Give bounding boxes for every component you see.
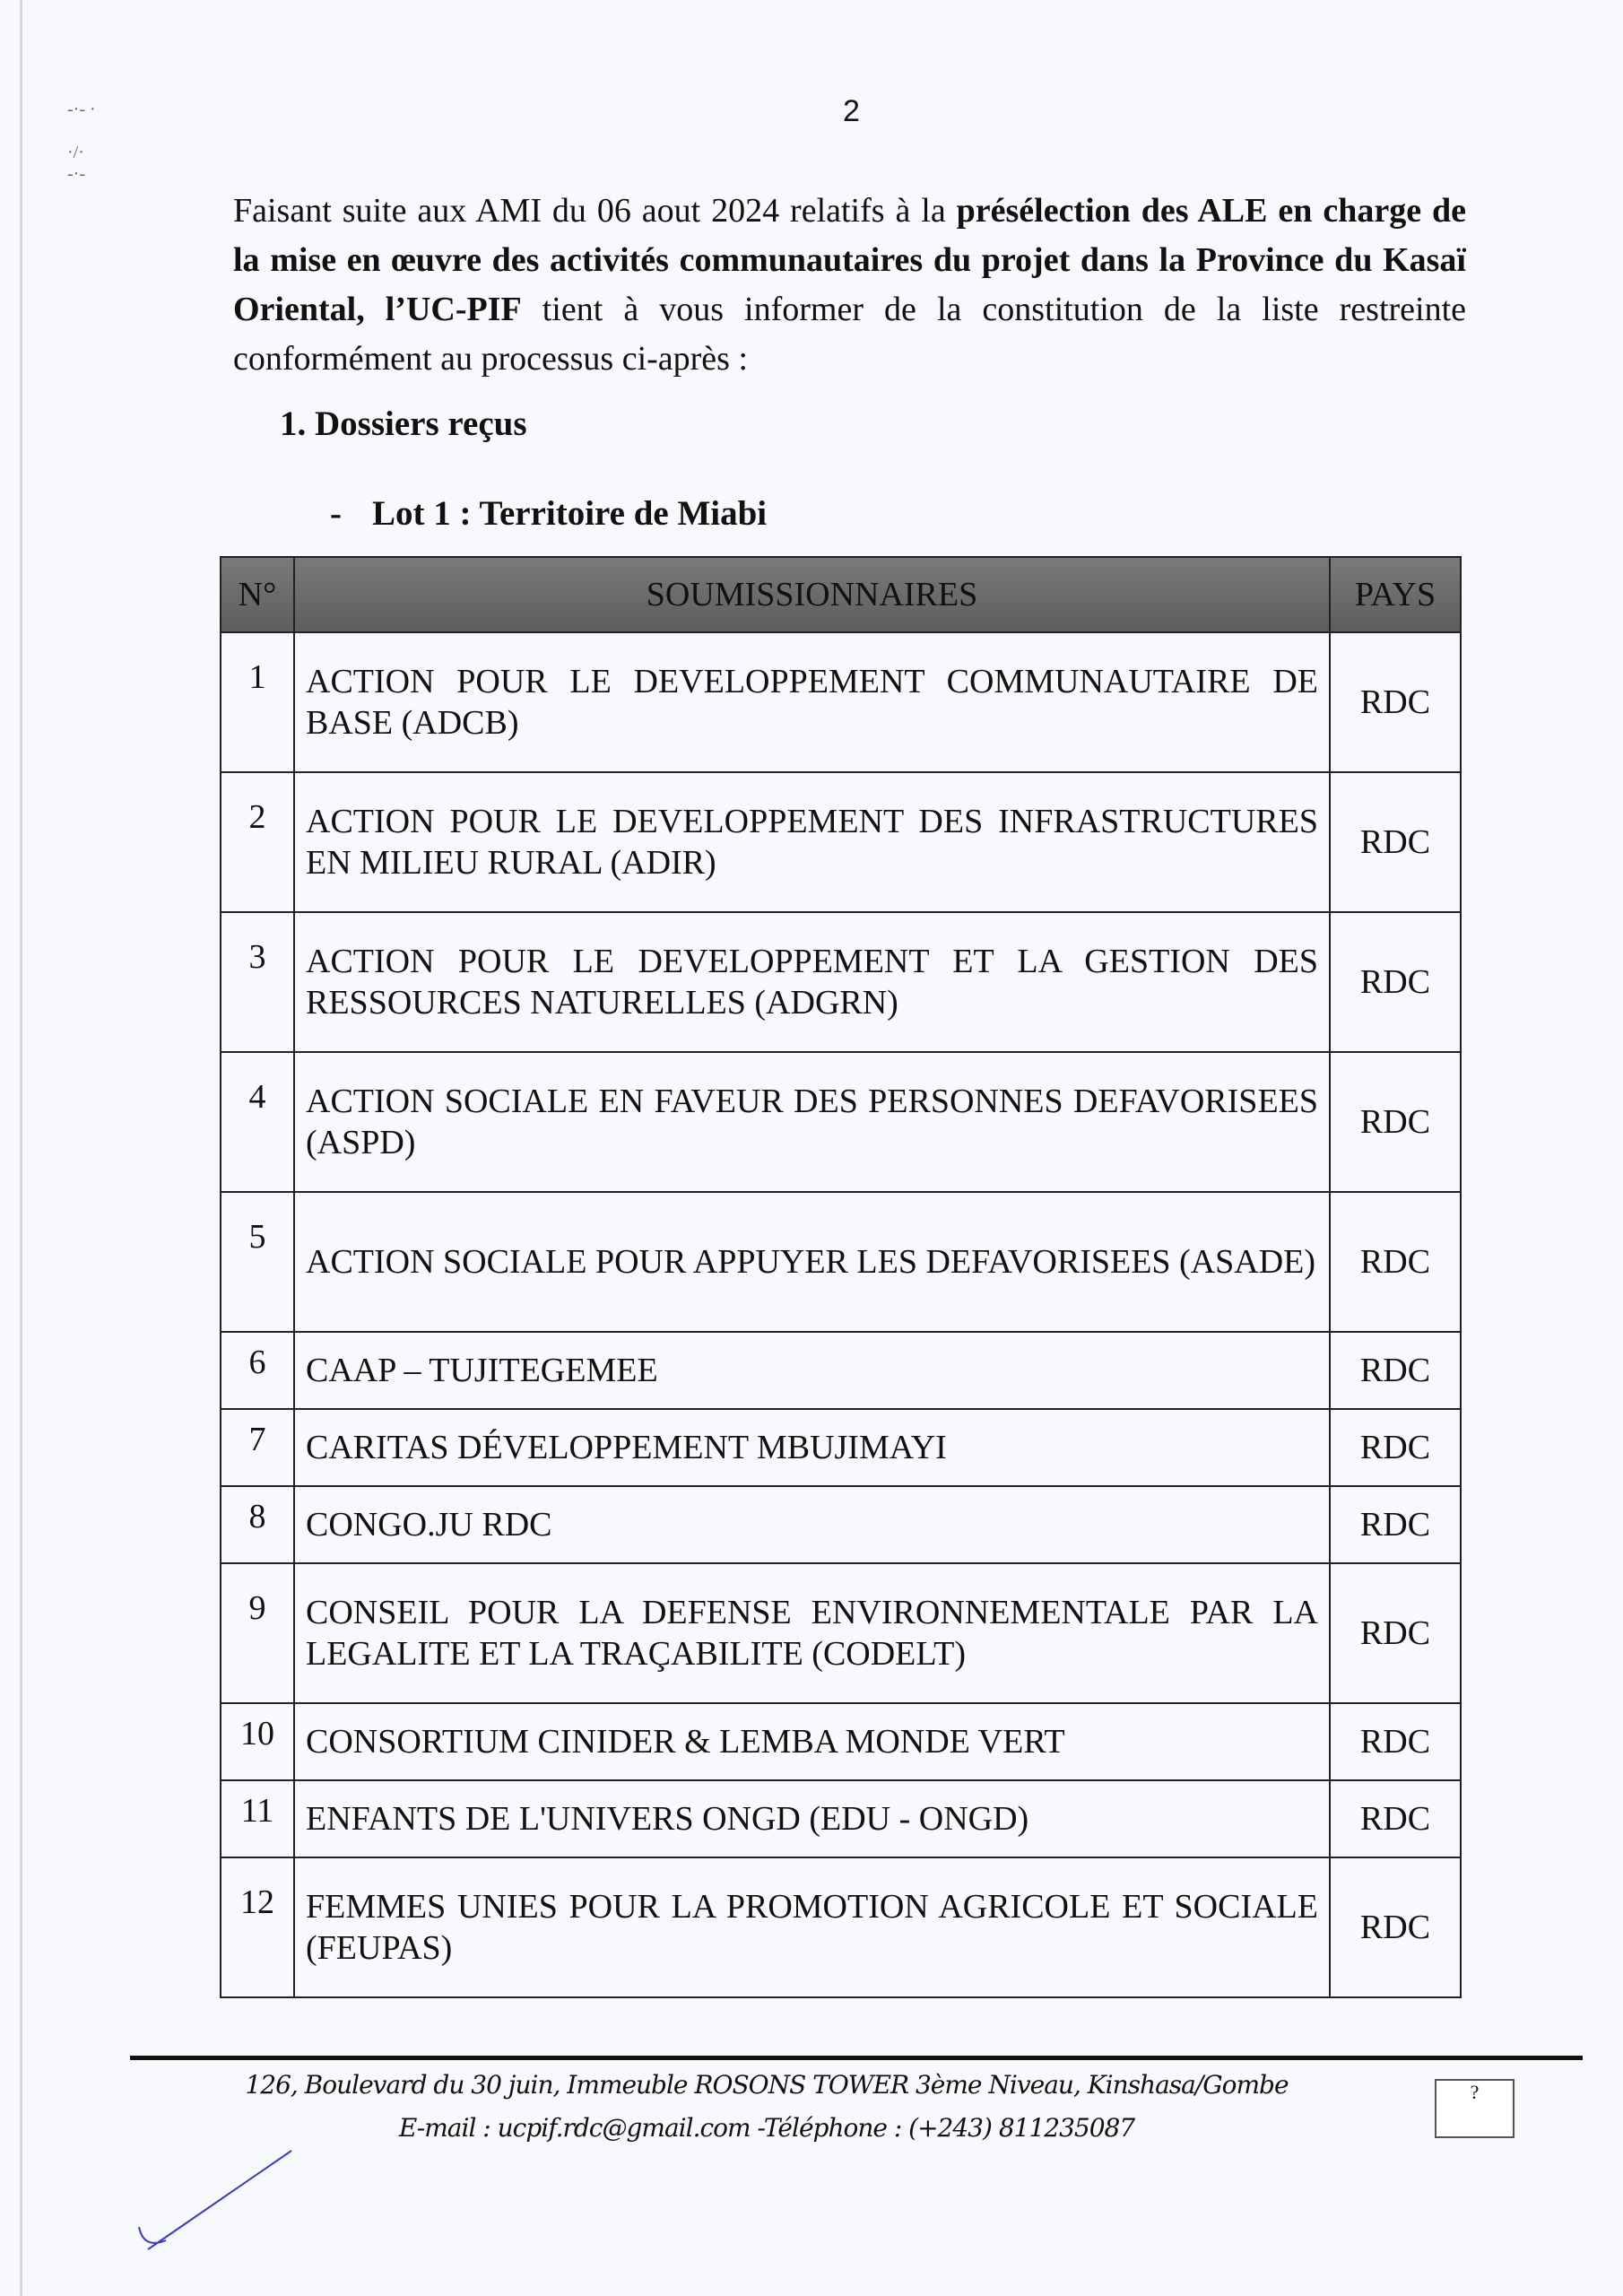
bidder-name: CONSEIL POUR LA DEFENSE ENVIRONNEMENTALE PAR LA LEGALITE ET LA TRAÇABILITE (CODELT) — [294, 1563, 1330, 1703]
row-country: RDC — [1330, 1192, 1461, 1332]
lot-label: Lot 1 : Territoire de Miabi — [372, 494, 768, 533]
table-row — [221, 1332, 1461, 1409]
intro-text-1: Faisant suite aux AMI du 06 aout 2024 relatifs à la — [233, 192, 957, 230]
footer-address: 126, Boulevard du 30 juin, Immeuble ROSONS TOWER 3ème Niveau, Kinshasa/Gombe — [245, 2070, 1289, 2100]
table-header-row — [221, 557, 1461, 632]
row-country: RDC — [1330, 1052, 1461, 1192]
table-row — [221, 1486, 1461, 1563]
row-country: RDC — [1330, 912, 1461, 1052]
row-number: 5 — [221, 1192, 294, 1332]
lot-heading — [330, 491, 1466, 536]
row-country: RDC — [1330, 1703, 1461, 1780]
section-heading: 1. Dossiers reçus — [280, 404, 527, 443]
row-number: 10 — [221, 1703, 294, 1780]
table-row — [221, 1857, 1461, 1997]
row-country: RDC — [1330, 1409, 1461, 1486]
table-row — [221, 772, 1461, 912]
bidder-name: ACTION SOCIALE POUR APPUYER LES DEFAVORISEES (ASADE) — [294, 1192, 1330, 1332]
footer — [130, 2043, 1583, 2146]
row-country: RDC — [1330, 1780, 1461, 1857]
header-country: PAYS — [1330, 557, 1461, 632]
row-country: RDC — [1330, 632, 1461, 772]
table-row — [221, 1563, 1461, 1703]
row-number: 2 — [221, 772, 294, 912]
signature-mark — [130, 2142, 309, 2267]
table-row — [221, 1780, 1461, 1857]
table-row — [221, 1409, 1461, 1486]
bidder-name: ACTION POUR LE DEVELOPPEMENT COMMUNAUTAIRE DE BASE (ADCB) — [294, 632, 1330, 772]
scan-marks: -·- · ·/· -·- — [67, 100, 96, 184]
bidders-table — [220, 556, 1462, 1998]
intro-text-2: tient à vous informer de la constitution de la liste restreinte conformément au processus ci-après : — [233, 291, 1467, 378]
intro-bold: présélection des ALE en charge de la mise en œuvre des activités communautaires du projet dans la Province du Kasaï Oriental, l’UC-PIF — [233, 192, 1466, 328]
intro-paragraph — [233, 187, 1466, 384]
bidder-name: ACTION POUR LE DEVELOPPEMENT DES INFRASTRUCTURES EN MILIEU RURAL (ADIR) — [294, 772, 1330, 912]
scan-edge — [20, 0, 22, 2296]
row-number: 9 — [221, 1563, 294, 1703]
table-row — [221, 912, 1461, 1052]
row-country: RDC — [1330, 1332, 1461, 1409]
page-sticker: ? — [1435, 2079, 1515, 2138]
bidder-name: CARITAS DÉVELOPPEMENT MBUJIMAYI — [294, 1409, 1330, 1486]
table-row — [221, 632, 1461, 772]
table-row — [221, 1703, 1461, 1780]
footer-contact: E-mail : ucpif.rdc@gmail.com -Téléphone : (+243) 811235087 — [398, 2113, 1135, 2143]
page-number: 2 — [843, 94, 860, 128]
header-num: N° — [221, 557, 294, 632]
page-body — [220, 187, 1480, 2146]
row-country: RDC — [1330, 1857, 1461, 1997]
row-number: 4 — [221, 1052, 294, 1192]
row-number: 3 — [221, 912, 294, 1052]
table-row — [221, 1052, 1461, 1192]
bidder-name: CONSORTIUM CINIDER & LEMBA MONDE VERT — [294, 1703, 1330, 1780]
bidder-name: FEMMES UNIES POUR LA PROMOTION AGRICOLE ET SOCIALE (FEUPAS) — [294, 1857, 1330, 1997]
bidder-name: ACTION SOCIALE EN FAVEUR DES PERSONNES DEFAVORISEES (ASPD) — [294, 1052, 1330, 1192]
bidder-name: ACTION POUR LE DEVELOPPEMENT ET LA GESTION DES RESSOURCES NATURELLES (ADGRN) — [294, 912, 1330, 1052]
header-name: SOUMISSIONNAIRES — [294, 557, 1330, 632]
row-number: 8 — [221, 1486, 294, 1563]
row-number: 11 — [221, 1780, 294, 1857]
row-number: 1 — [221, 632, 294, 772]
row-country: RDC — [1330, 1563, 1461, 1703]
row-number: 6 — [221, 1332, 294, 1409]
table-row — [221, 1192, 1461, 1332]
row-number: 12 — [221, 1857, 294, 1997]
footer-divider — [130, 2056, 1583, 2060]
bidder-name: CAAP – TUJITEGEMEE — [294, 1332, 1330, 1409]
lot-dash: - — [330, 494, 342, 533]
bidder-name: ENFANTS DE L'UNIVERS ONGD (EDU - ONGD) — [294, 1780, 1330, 1857]
row-number: 7 — [221, 1409, 294, 1486]
bidder-name: CONGO.JU RDC — [294, 1486, 1330, 1563]
row-country: RDC — [1330, 1486, 1461, 1563]
row-country: RDC — [1330, 772, 1461, 912]
